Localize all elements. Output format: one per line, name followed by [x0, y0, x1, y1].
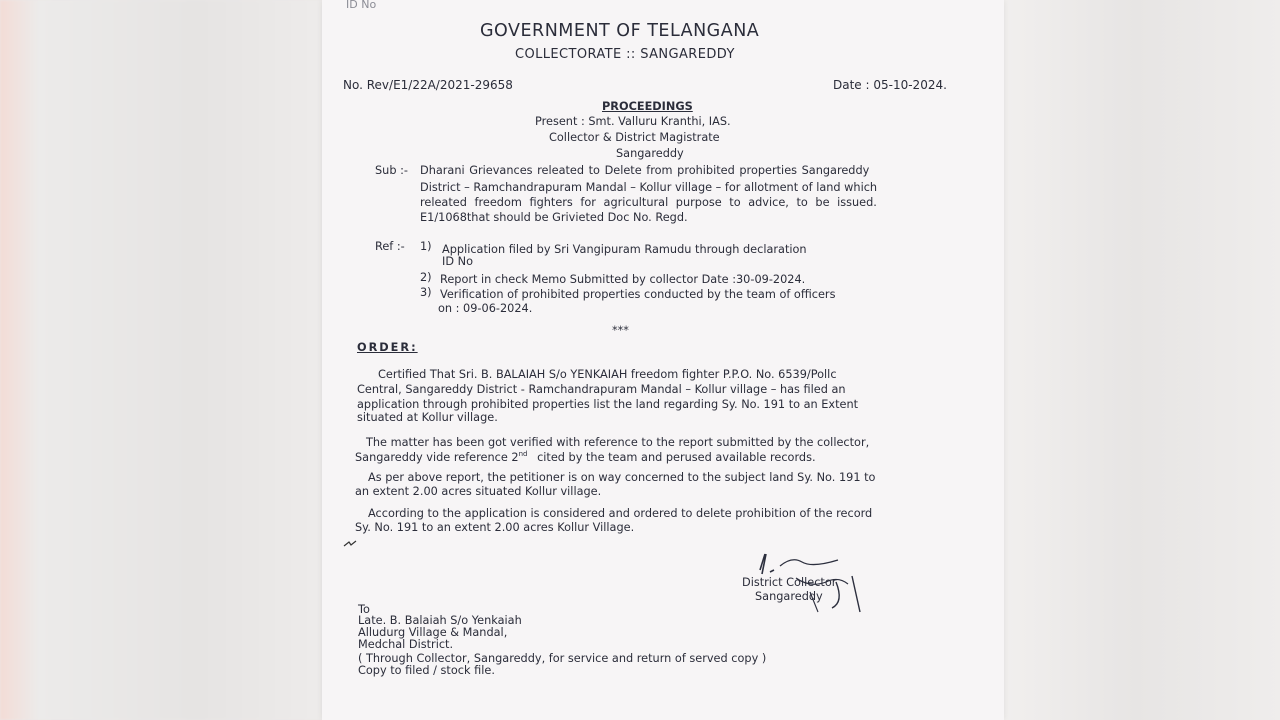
subject-label: Sub :- — [375, 164, 408, 177]
subject-line: E1/1068that should be Grivieted Doc No. Regd. — [420, 211, 688, 224]
reference-line: ID No — [442, 255, 473, 268]
addressee-line: Alludurg Village & Mandal, — [358, 626, 508, 639]
subject-line: releated freedom fighters for agricultural purpose to advice, to be issued. — [420, 196, 877, 209]
separator-stars: *** — [612, 324, 629, 337]
background-right — [990, 0, 1280, 720]
reference-number-1: 1) — [420, 240, 432, 253]
order-paragraph-line: Certified That Sri. B. BALAIAH S/o YENKAIAH freedom fighter P.P.O. No. 6539/Pollc — [378, 368, 837, 381]
order-paragraph-line: As per above report, the petitioner is on way concerned to the subject land Sy. No. 191 to — [368, 471, 876, 484]
present-officer: Present : Smt. Valluru Kranthi, IAS. — [535, 115, 731, 128]
order-paragraph-line — [355, 450, 816, 464]
reference-label: Ref :- — [375, 240, 405, 253]
signature-place: Sangareddy — [755, 590, 823, 603]
order-paragraph-line: The matter has been got verified with reference to the report submitted by the collector, — [366, 436, 870, 449]
to-label: To — [358, 603, 370, 616]
reference-number: No. Rev/E1/22A/2021-29658 — [343, 78, 513, 92]
reference-line: Verification of prohibited properties conducted by the team of officers — [440, 288, 836, 301]
addressee-line: Medchal District. — [358, 638, 454, 651]
service-note: ( Through Collector, Sangareddy, for service and return of served copy ) — [358, 652, 767, 665]
background-left — [0, 0, 330, 720]
order-paragraph-line: Sy. No. 191 to an extent 2.00 acres Kollur Village. — [355, 521, 635, 534]
copy-note: Copy to filed / stock file. — [358, 664, 495, 677]
addressee-line: Late. B. Balaiah S/o Yenkaiah — [358, 614, 522, 627]
order-paragraph-line: According to the application is considered and ordered to delete prohibition of the record — [368, 507, 873, 520]
subject-line: District – Ramchandrapuram Mandal – Kollur village – for allotment of land which — [420, 181, 878, 194]
government-heading: GOVERNMENT OF TELANGANA — [480, 21, 760, 41]
reference-number-2: 2) — [420, 271, 432, 284]
order-heading: ORDER: — [357, 341, 418, 354]
order-reference-text: cited by the team and perused available records. — [537, 450, 816, 464]
order-paragraph-line: situated at Kollur village. — [357, 411, 498, 424]
officer-place: Sangareddy — [616, 147, 684, 160]
subject-line: Dharani Grievances releated to Delete from prohibited properties Sangareddy — [420, 164, 870, 177]
reference-line: Report in check Memo Submitted by collector Date :30-09-2024. — [440, 273, 806, 286]
document-date: Date : 05-10-2024. — [833, 78, 947, 92]
document-page — [322, 0, 1004, 720]
top-fragment: ID No — [346, 0, 377, 11]
signature-title: District Collector — [742, 576, 837, 589]
order-paragraph-line: application through prohibited properties list the land regarding Sy. No. 191 to an Extent — [357, 398, 859, 411]
reference-line: Application filed by Sri Vangipuram Ramudu through declaration — [442, 243, 807, 256]
officer-designation: Collector & District Magistrate — [549, 131, 720, 144]
reference-line: on : 09-06-2024. — [438, 302, 533, 315]
reference-number-3: 3) — [420, 286, 432, 299]
order-paragraph-line: Central, Sangareddy District - Ramchandrapuram Mandal – Kollur village – has filed an — [357, 383, 846, 396]
collectorate-heading: COLLECTORATE :: SANGAREDDY — [515, 47, 735, 62]
order-reference-text: Sangareddy vide reference 2 — [355, 450, 519, 464]
superscript: nd — [518, 450, 528, 458]
order-paragraph-line: an extent 2.00 acres situated Kollur village. — [355, 485, 602, 498]
proceedings-title: PROCEEDINGS — [602, 100, 693, 113]
pen-mark-icon — [343, 539, 357, 549]
